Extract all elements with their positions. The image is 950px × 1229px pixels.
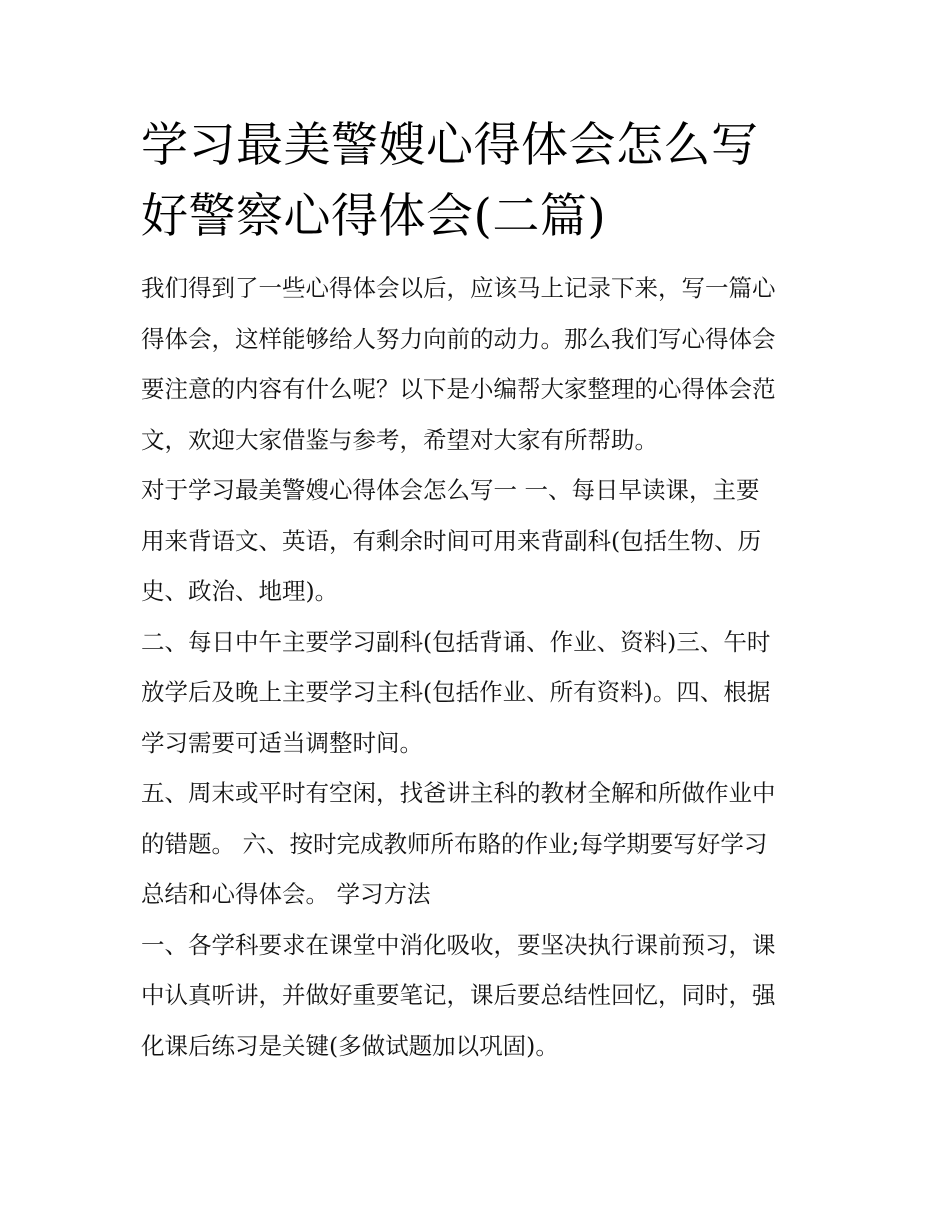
noon-study-paragraph bbox=[141, 617, 813, 769]
text-line: 用来背语文、英语，有剩余时间可用来背副科(包括生物、历 bbox=[141, 526, 762, 555]
study-method-paragraph bbox=[141, 920, 813, 1072]
text-line: 化课后练习是关键(多做试题加以巩固)。 bbox=[141, 1031, 559, 1060]
text-line: 二、每日中午主要学习副科(包括背诵、作业、资料)三、午时 bbox=[141, 627, 771, 656]
text-line: 得体会，这样能够给人努力向前的动力。那么我们写心得体会 bbox=[141, 324, 776, 353]
weekend-study-paragraph bbox=[141, 768, 813, 920]
text-line: 的错题。 六、按时完成教师所布賂的作业;每学期要写好学习 bbox=[141, 829, 768, 858]
text-line: 五、周末或平时有空闲，找爸讲主科的教材全解和所做作业中 bbox=[141, 779, 776, 807]
text-line: 对于学习最美警嫂心得体会怎么写一 一、每日早读课，主要 bbox=[141, 476, 760, 504]
text-line: 我们得到了一些心得体会以后，应该马上记录下来，写一篇心 bbox=[141, 274, 776, 302]
text-line: 学习需要可适当调整时间。 bbox=[141, 728, 423, 757]
title-line: 好警察心得体会(二篇) bbox=[141, 189, 607, 244]
document-title bbox=[141, 110, 813, 252]
intro-paragraph bbox=[141, 263, 813, 465]
text-line: 总结和心得体会。 学习方法 bbox=[141, 880, 431, 908]
text-line: 中认真听讲，并做好重要笔记，课后要总结性回忆，同时，强 bbox=[141, 981, 776, 1009]
text-line: 放学后及晚上主要学习主科(包括作业、所有资料)。四、根据 bbox=[141, 678, 771, 706]
morning-reading-paragraph bbox=[141, 465, 813, 617]
text-line: 一、各学科要求在课堂中消化吸收，要坚决执行课前预习，课 bbox=[141, 930, 776, 959]
title-line: 学习最美警嫂心得体会怎么写 bbox=[141, 118, 759, 173]
text-line: 文，欢迎大家借鉴与参考，希望对大家有所帮助。 bbox=[141, 425, 658, 454]
document-body bbox=[141, 110, 813, 1071]
text-line: 要注意的内容有什么呢？以下是小编帮大家整理的心得体会范 bbox=[141, 375, 776, 403]
text-line: 史、政治、地理)。 bbox=[141, 577, 339, 605]
